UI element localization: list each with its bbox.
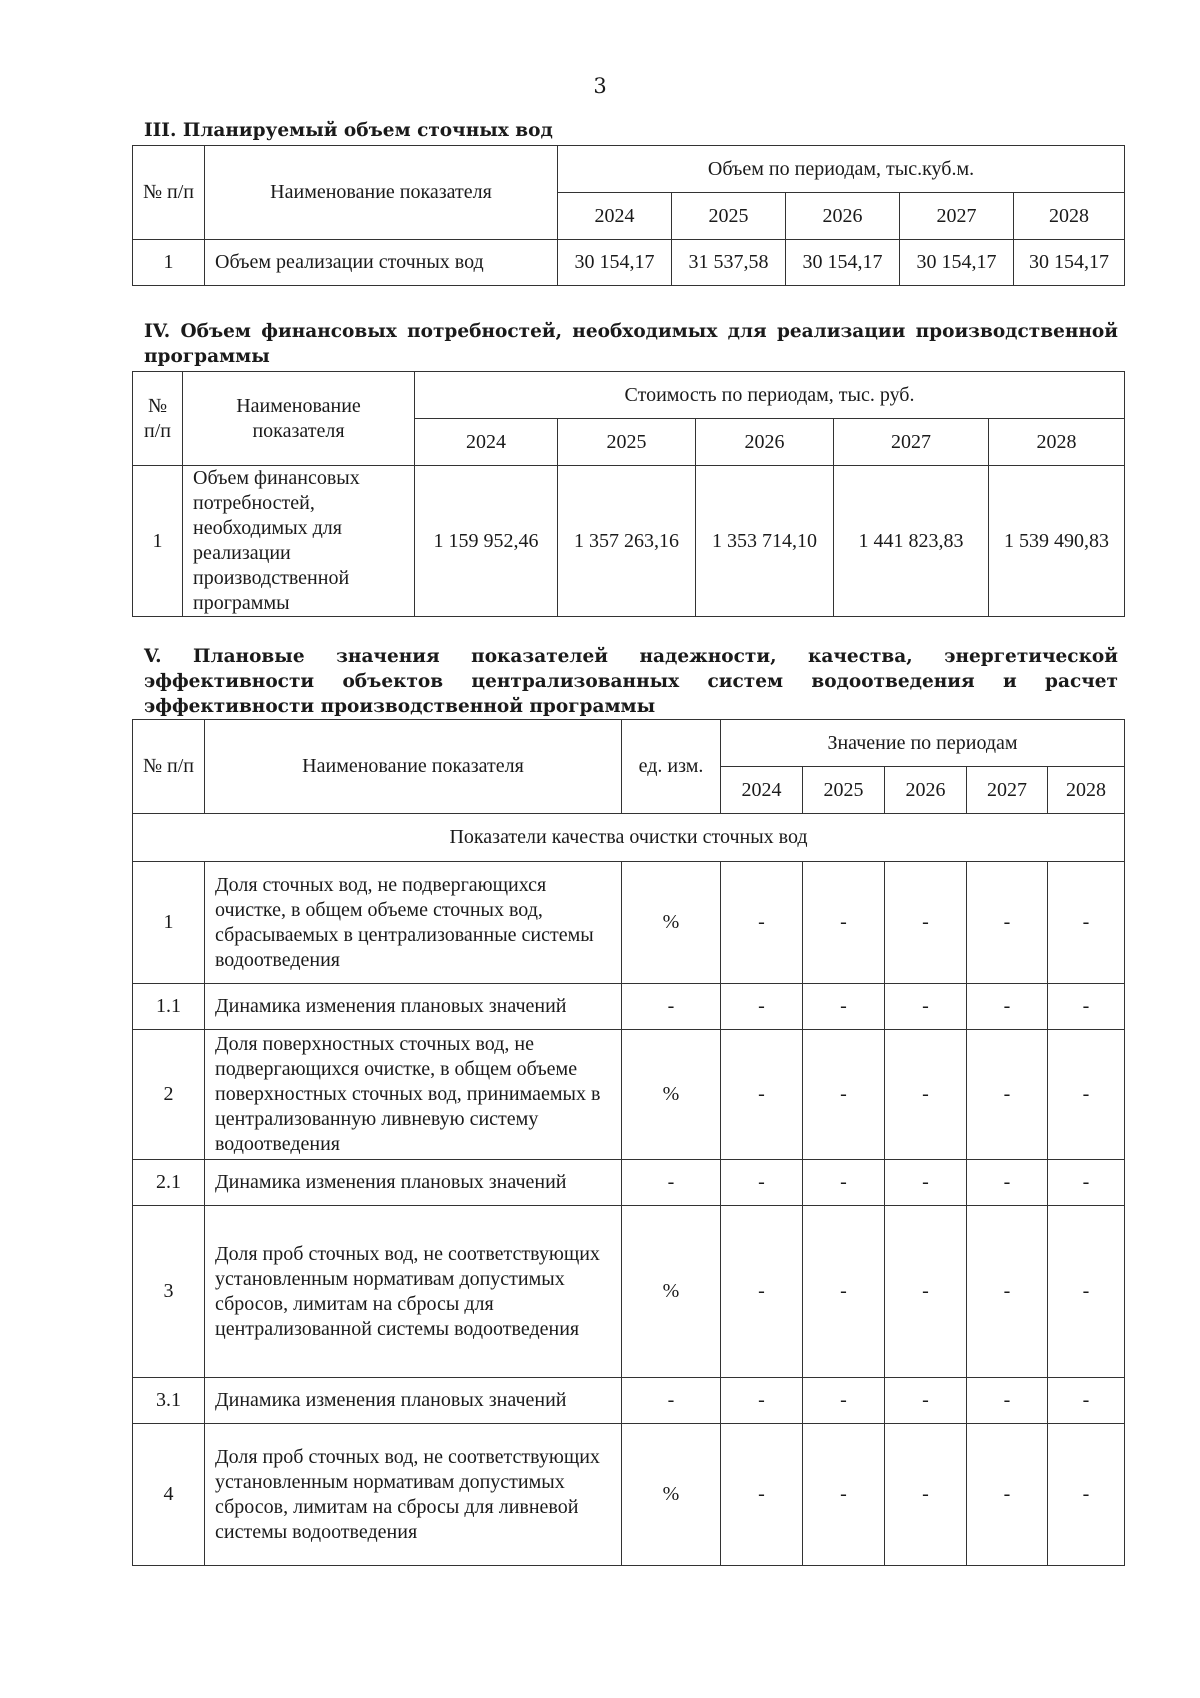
- row-number: 2.1: [133, 1160, 205, 1206]
- row-number: 3: [133, 1206, 205, 1378]
- row-unit: %: [622, 1206, 721, 1378]
- row-value: -: [1048, 862, 1125, 984]
- col-name-header: Наименование показателя: [205, 146, 558, 240]
- row-unit: -: [622, 1160, 721, 1206]
- section3-table: [132, 145, 1125, 286]
- col-group-header: Значение по периодам: [721, 720, 1125, 767]
- col-no-header: № п/п: [133, 146, 205, 240]
- row-value: -: [885, 1378, 967, 1424]
- year-header: 2026: [696, 419, 834, 466]
- row-value: -: [967, 1030, 1048, 1160]
- year-header: 2026: [786, 193, 900, 240]
- row-value: -: [721, 862, 803, 984]
- row-value: -: [967, 862, 1048, 984]
- row-unit: %: [622, 1424, 721, 1566]
- row-value: 1 357 263,16: [558, 466, 696, 617]
- row-unit: %: [622, 1030, 721, 1160]
- row-value: 30 154,17: [1014, 240, 1125, 286]
- row-value: -: [721, 1378, 803, 1424]
- row-value: -: [885, 984, 967, 1030]
- year-header: 2028: [1014, 193, 1125, 240]
- row-value: -: [721, 1030, 803, 1160]
- row-name: Доля сточных вод, не подвергающихся очистке, в общем объеме сточных вод, сбрасываемых в централизованные системы водоотведения: [205, 862, 622, 984]
- row-value: -: [721, 1206, 803, 1378]
- row-value: -: [1048, 1030, 1125, 1160]
- row-number: 3.1: [133, 1378, 205, 1424]
- row-value: -: [967, 1206, 1048, 1378]
- col-no-header: № п/п: [133, 720, 205, 814]
- row-number: 1: [133, 240, 205, 286]
- row-value: 30 154,17: [900, 240, 1014, 286]
- row-value: -: [885, 1424, 967, 1566]
- row-name: Доля поверхностных сточных вод, не подвергающихся очистке, в общем объеме поверхностных сточных вод, принимаемых в централизованную ливневую систему водоотведения: [205, 1030, 622, 1160]
- row-value: 1 159 952,46: [415, 466, 558, 617]
- col-unit-header: ед. изм.: [622, 720, 721, 814]
- row-value: -: [803, 984, 885, 1030]
- year-header: 2024: [415, 419, 558, 466]
- row-value: 1 539 490,83: [989, 466, 1125, 617]
- row-value: -: [1048, 1160, 1125, 1206]
- row-name: Динамика изменения плановых значений: [205, 1160, 622, 1206]
- col-group-header: Стоимость по периодам, тыс. руб.: [415, 372, 1125, 419]
- row-value: -: [803, 862, 885, 984]
- row-number: 4: [133, 1424, 205, 1566]
- row-value: -: [967, 1160, 1048, 1206]
- row-value: -: [1048, 1206, 1125, 1378]
- row-name: Динамика изменения плановых значений: [205, 984, 622, 1030]
- year-header: 2026: [885, 767, 967, 814]
- year-header: 2028: [989, 419, 1125, 466]
- row-value: -: [803, 1160, 885, 1206]
- year-header: 2027: [834, 419, 989, 466]
- row-name: Объем финансовых потребностей, необходимых для реализации производственной программы: [183, 466, 415, 617]
- table-row: [133, 240, 1125, 286]
- table-row: [133, 1424, 1125, 1566]
- section5-table: [132, 719, 1125, 1566]
- col-group-header: Объем по периодам, тыс.куб.м.: [558, 146, 1125, 193]
- section4-title: IV. Объем финансовых потребностей, необходимых для реализации производственной программы: [144, 321, 1118, 367]
- year-header: 2025: [672, 193, 786, 240]
- row-name: Доля проб сточных вод, не соответствующих установленным нормативам допустимых сбросов, лимитам на сбросы для ливневой системы водоотведения: [205, 1424, 622, 1566]
- table-row: [133, 1030, 1125, 1160]
- year-header: 2028: [1048, 767, 1125, 814]
- row-value: -: [721, 984, 803, 1030]
- year-header: 2024: [558, 193, 672, 240]
- table-row: [133, 1206, 1125, 1378]
- row-value: -: [721, 1424, 803, 1566]
- row-value: -: [803, 1206, 885, 1378]
- row-value: 30 154,17: [558, 240, 672, 286]
- subheader-row: Показатели качества очистки сточных вод: [133, 814, 1125, 862]
- row-number: 2: [133, 1030, 205, 1160]
- table-row: [133, 466, 1125, 617]
- row-unit: -: [622, 984, 721, 1030]
- row-number: 1: [133, 862, 205, 984]
- row-value: -: [967, 1378, 1048, 1424]
- year-header: 2025: [803, 767, 885, 814]
- row-value: -: [721, 1160, 803, 1206]
- row-value: -: [885, 1030, 967, 1160]
- row-value: -: [803, 1378, 885, 1424]
- row-value: -: [885, 862, 967, 984]
- year-header: 2027: [967, 767, 1048, 814]
- page-number: 3: [593, 74, 607, 98]
- year-header: 2027: [900, 193, 1014, 240]
- row-unit: -: [622, 1378, 721, 1424]
- row-value: -: [1048, 1424, 1125, 1566]
- row-value: -: [803, 1030, 885, 1160]
- table-row: [133, 984, 1125, 1030]
- col-name-header: Наименование показателя: [205, 720, 622, 814]
- row-value: 31 537,58: [672, 240, 786, 286]
- row-value: 1 353 714,10: [696, 466, 834, 617]
- row-value: -: [1048, 1378, 1125, 1424]
- row-unit: %: [622, 862, 721, 984]
- row-value: 30 154,17: [786, 240, 900, 286]
- row-name: Объем реализации сточных вод: [205, 240, 558, 286]
- section5-title: V. Плановые значения показателей надежности, качества, энергетической эффективности объектов централизованных систем водоотведения и расчет эффективности производственной программы: [144, 646, 1118, 717]
- table-row: [133, 1378, 1125, 1424]
- table-row: [133, 862, 1125, 984]
- section4-table: [132, 371, 1125, 617]
- row-value: -: [885, 1206, 967, 1378]
- year-header: 2025: [558, 419, 696, 466]
- row-number: 1.1: [133, 984, 205, 1030]
- row-value: -: [967, 1424, 1048, 1566]
- row-value: 1 441 823,83: [834, 466, 989, 617]
- year-header: 2024: [721, 767, 803, 814]
- table-row: [133, 1160, 1125, 1206]
- col-name-header: Наименование показателя: [183, 372, 415, 466]
- row-value: -: [885, 1160, 967, 1206]
- section3-title: III. Планируемый объем сточных вод: [144, 120, 553, 141]
- row-value: -: [803, 1424, 885, 1566]
- row-name: Динамика изменения плановых значений: [205, 1378, 622, 1424]
- row-number: 1: [133, 466, 183, 617]
- row-value: -: [1048, 984, 1125, 1030]
- col-no-header: № п/п: [133, 372, 183, 466]
- row-name: Доля проб сточных вод, не соответствующих установленным нормативам допустимых сбросов, лимитам на сбросы для централизованной системы водоотведения: [205, 1206, 622, 1378]
- row-value: -: [967, 984, 1048, 1030]
